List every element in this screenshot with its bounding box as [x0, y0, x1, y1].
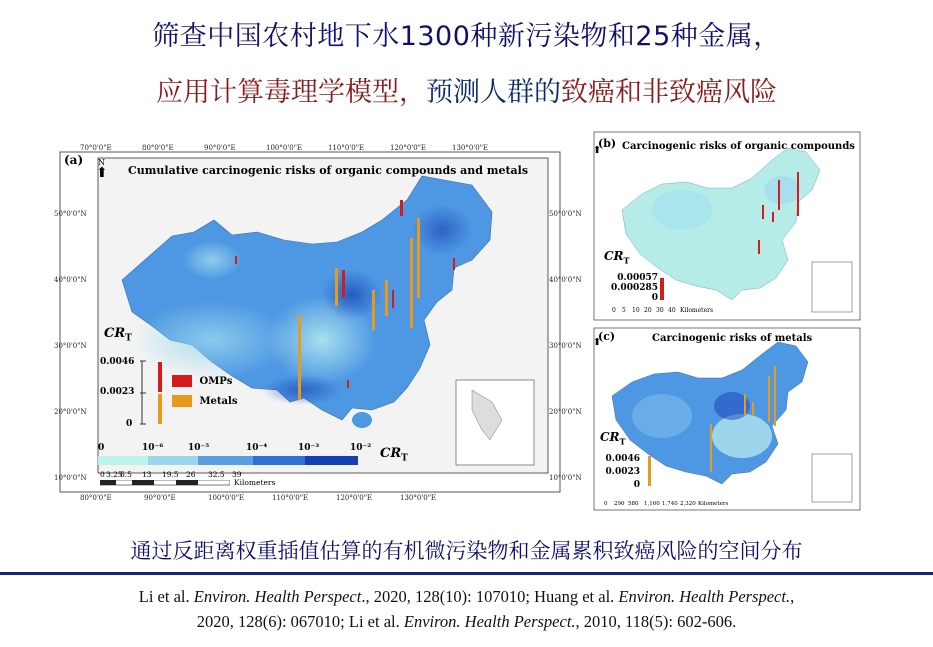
- title-part2: 预测人群的: [426, 77, 561, 108]
- legend-item-omps: OMPs: [172, 375, 237, 395]
- legend-swatch-metals: [172, 395, 192, 407]
- panel-c-label: (c): [598, 330, 616, 343]
- north-arrow-c: ⬆: [593, 337, 602, 348]
- cr-label-c: $CR_T$: [600, 430, 626, 447]
- cr-label-a2: $CR_T$: [380, 446, 408, 464]
- scalebar-unit-a: Kilometers: [234, 478, 276, 487]
- title-part3: 致癌和非致癌风险: [561, 77, 777, 108]
- title-part1: 应用计算毒理学模型，: [156, 77, 426, 108]
- panel-b-label: (b): [598, 137, 617, 150]
- bar-scale-c: 0.0046 0.0023 0: [605, 454, 640, 490]
- north-arrow-b: ⬆: [593, 145, 602, 156]
- cr-label-b: $CR_T$: [604, 249, 630, 266]
- bar-scale-graphic-a: [140, 360, 170, 426]
- bar-scale-b: 0.00057 0.000285 0: [611, 273, 658, 303]
- legend-a: [172, 375, 237, 415]
- legend-swatch-omps: [172, 375, 192, 387]
- color-scale-bar-a: [98, 456, 360, 466]
- references: [0, 584, 933, 634]
- slide-title-line2: [0, 70, 933, 109]
- reference-line-2: 2020, 128(6): 067010; Li et al. Environ. Health Perspect., 2010, 118(5): 602-606.: [196, 612, 737, 631]
- cr-label-a: $CR_T$: [104, 326, 132, 344]
- panel-a-title: Cumulative carcinogenic risks of organic compounds and metals: [128, 164, 529, 177]
- north-arrow-a: ⬆: [96, 165, 108, 181]
- divider-line: [0, 572, 933, 575]
- slide-caption: 通过反距离权重插值估算的有机微污染物和金属累积致癌风险的空间分布: [130, 539, 803, 563]
- north-label-a: N: [98, 158, 105, 167]
- scalebar-graphic-a: [100, 480, 230, 486]
- legend-item-metals: Metals: [172, 395, 237, 415]
- reference-line-1: Li et al. Environ. Health Perspect., 2020, 128(10): 107010; Huang et al. Environ. Health Perspect.,: [138, 587, 795, 606]
- slide-title-line1: 筛查中国农村地下水1300种新污染物和25种金属，: [152, 21, 781, 52]
- panel-c-title: Carcinogenic risks of metals: [652, 333, 813, 344]
- panel-b-title: Carcinogenic risks of organic compounds: [622, 141, 855, 152]
- panel-a-label: (a): [64, 153, 84, 167]
